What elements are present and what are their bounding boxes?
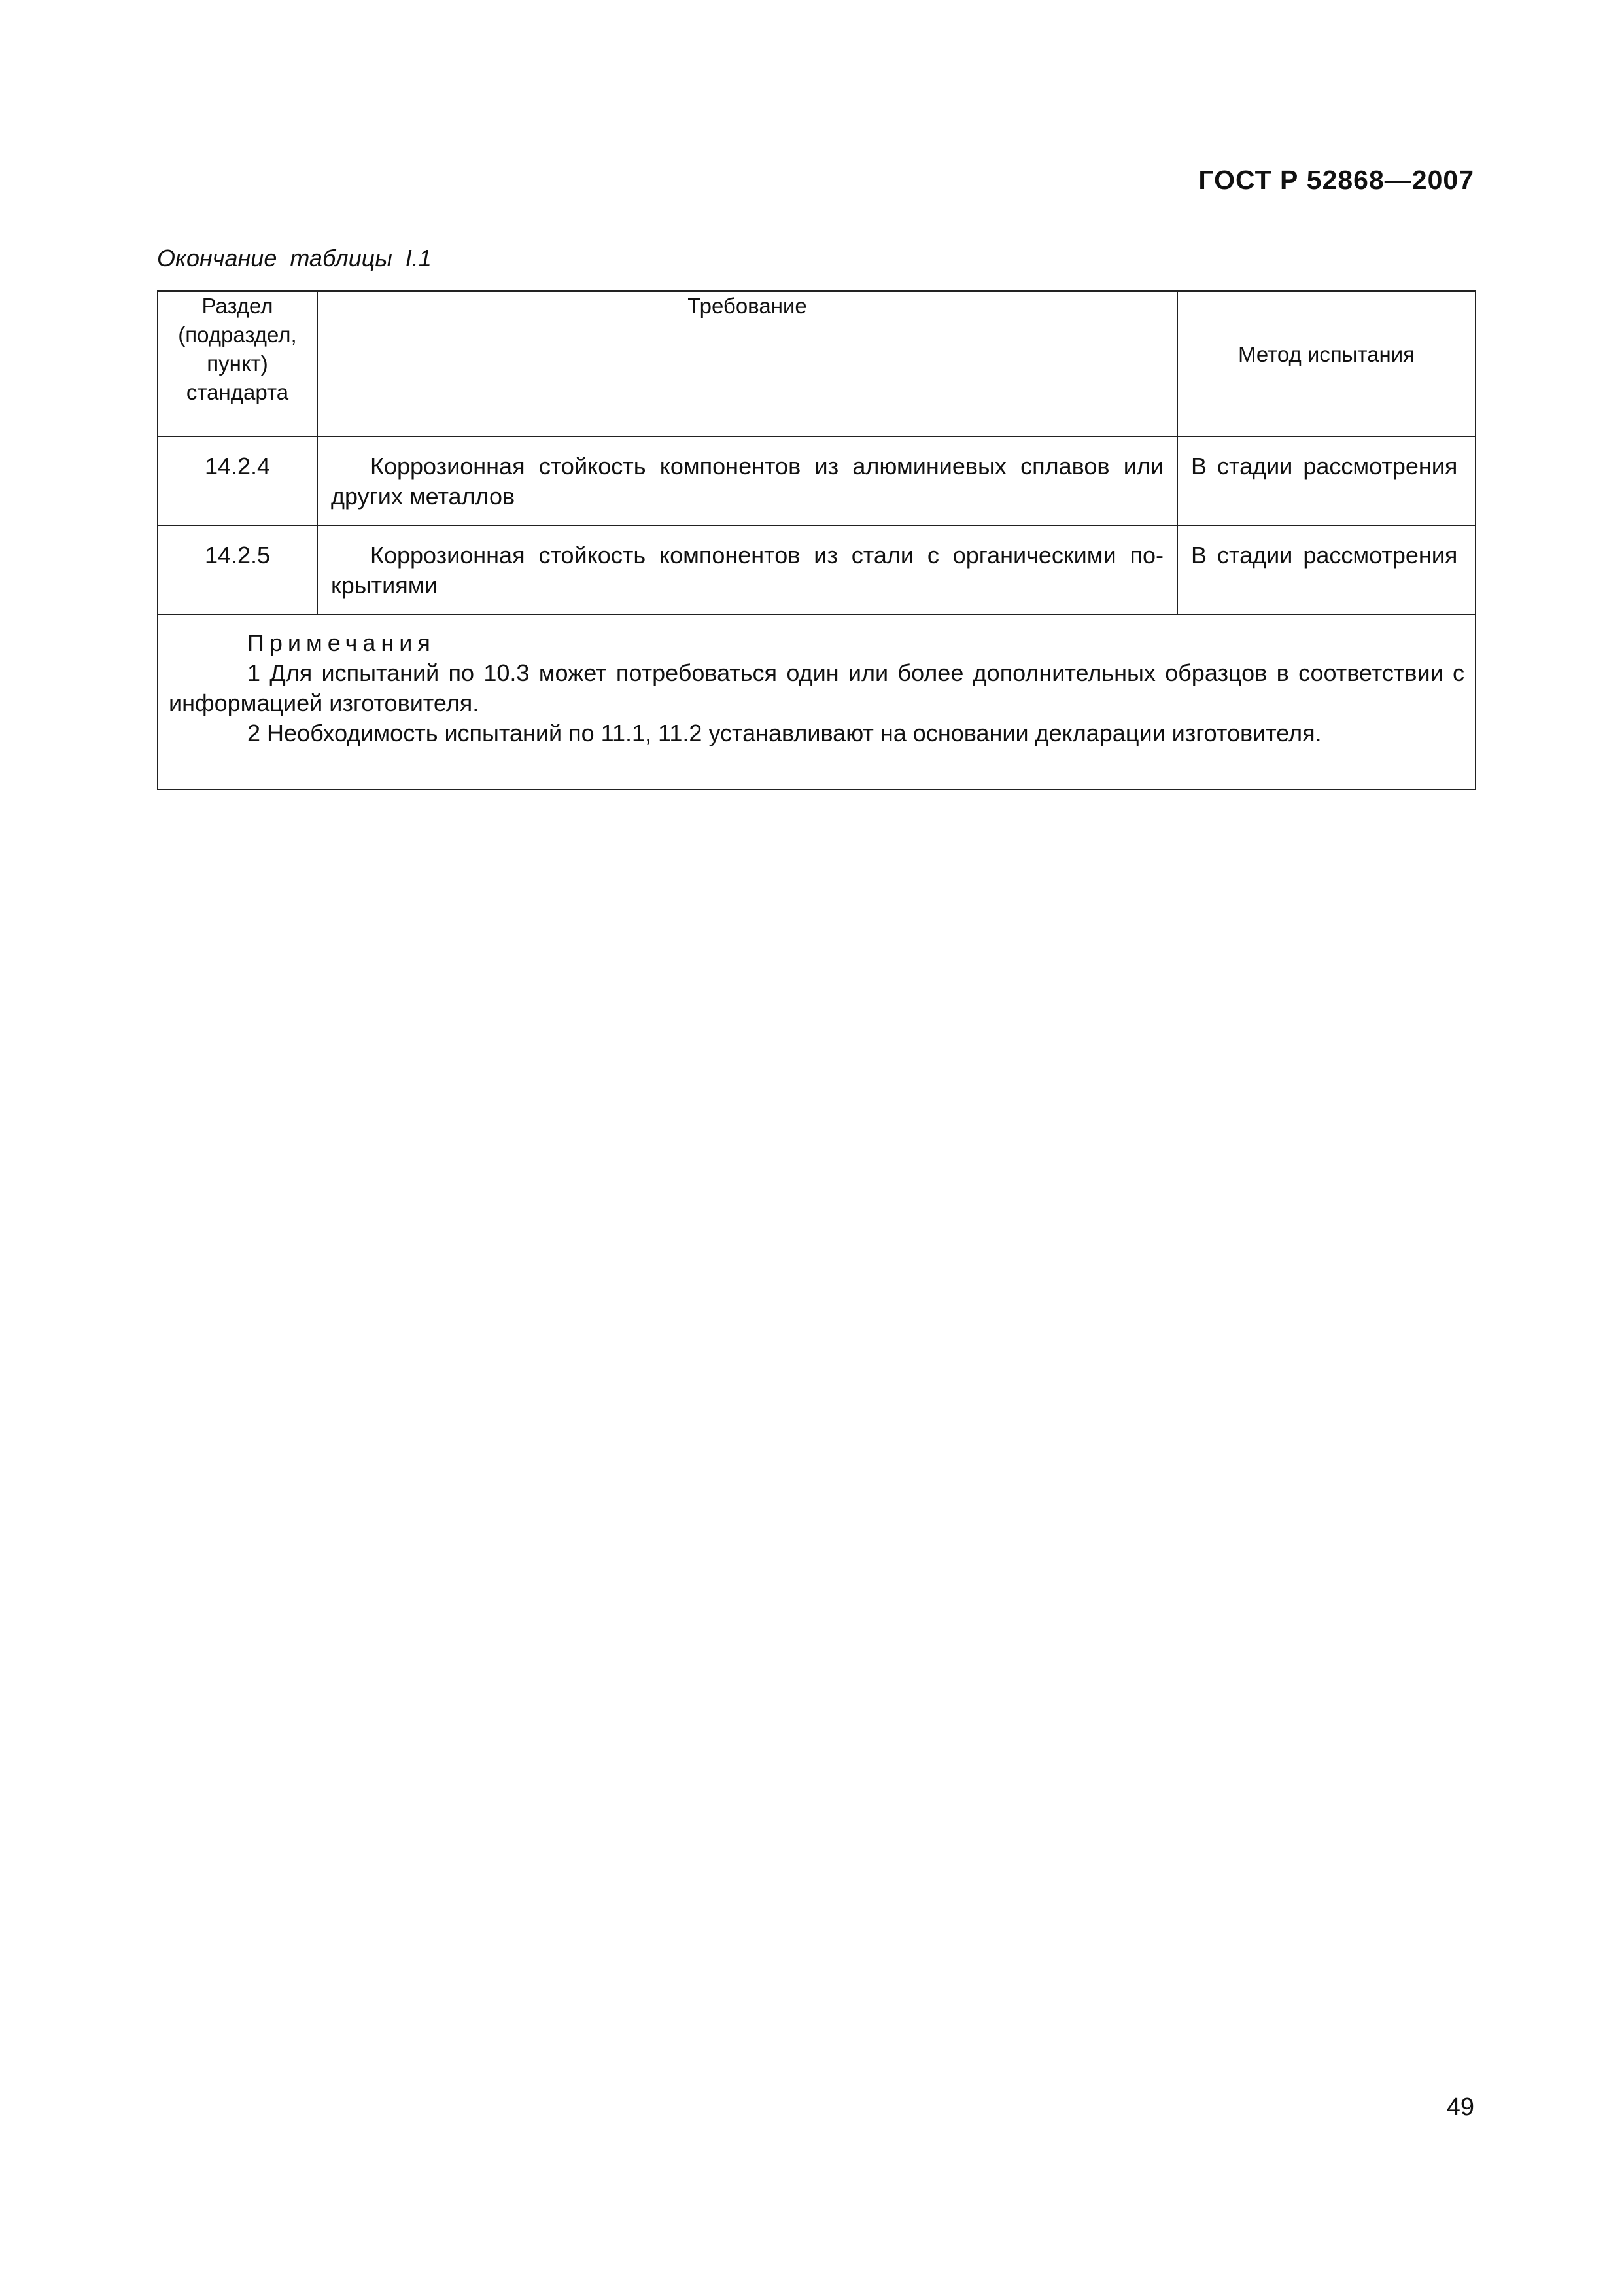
table-row: [158, 436, 1476, 525]
table-row: [158, 525, 1476, 614]
cell-method: В стадии рассмотрения: [1177, 436, 1476, 525]
table-caption: Окончание таблицы I.1: [157, 245, 432, 272]
page-number: 49: [1446, 2094, 1474, 2121]
requirements-table: [157, 290, 1476, 790]
column-header-section-line: Раздел: [201, 294, 273, 318]
cell-requirement: Коррозионная стойкость компонентов из алюминиевых сплавов или других металлов: [317, 436, 1177, 525]
table-header-row: [158, 291, 1476, 436]
note-item: 2 Необходимость испытаний по 11.1, 11.2 устанавливают на основании декларации изготовителя.: [247, 720, 1322, 746]
column-header-requirement: Требование: [317, 291, 1177, 436]
column-header-method: Метод испытания: [1177, 291, 1476, 436]
cell-section: 14.2.5: [158, 525, 317, 614]
cell-method: В стадии рассмотрения: [1177, 525, 1476, 614]
notes-title: Примечания: [247, 629, 436, 656]
column-header-section-line: (подраздел,: [178, 323, 297, 347]
cell-section: 14.2.4: [158, 436, 317, 525]
note-item: 1 Для испытаний по 10.3 может потребоваться один или более дополнительных образцов в соответствии с информацией изготовителя.: [169, 659, 1464, 716]
cell-requirement: Коррозионная стойкость компонентов из стали с органическими по-крытиями: [317, 525, 1177, 614]
document-code: ГОСТ Р 52868—2007: [1198, 165, 1474, 195]
notes-row: [158, 614, 1476, 790]
column-header-section: [158, 291, 317, 436]
column-header-section-line: стандарта: [186, 380, 289, 404]
notes-cell: [158, 614, 1476, 790]
column-header-section-line: пункт): [207, 351, 268, 376]
